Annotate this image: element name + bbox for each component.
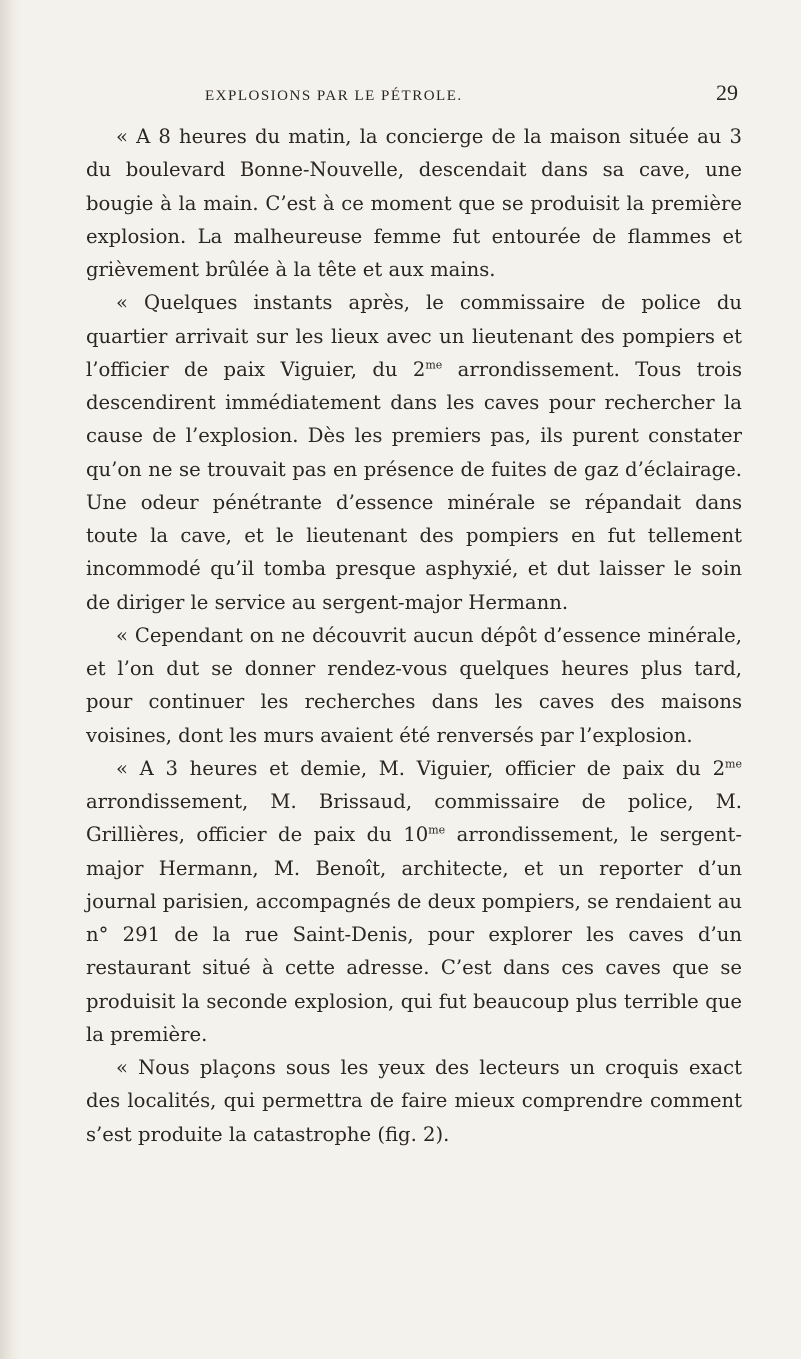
- paragraph-2-part-1: « Quelques instants après, le commissaire de police du quartier arrivait sur les lieux avec un lieutenant des pompiers et l’officier de paix Viguier, du 2: [86, 291, 742, 381]
- paragraph-2-part-2: arrondissement. Tous trois descendirent immédiatement dans les caves pour rechercher la cause de l’explosion. Dès les premiers pas, ils purent constater qu’on ne se trouvait pas en présence de fuites de gaz d’éclairage. Une odeur pénétrante d’essence minérale se répandait dans toute la cave, et le lieutenant des pompiers en fut tellement incommodé qu’il tomba presque asphyxié, et dut laisser le soin de diriger le service au sergent-major Hermann.: [86, 357, 742, 614]
- ordinal-suffix: me: [425, 358, 443, 372]
- paragraph-2: [86, 286, 742, 619]
- body-text: [86, 120, 742, 1151]
- paragraph-4-part-2: arrondissement, M. Brissaud, commissaire de police, M. Grillières, officier de paix du 10: [86, 790, 742, 847]
- page-binding-shadow: [0, 0, 22, 1359]
- page-number: 29: [716, 80, 738, 105]
- running-header: EXPLOSIONS PAR LE PÉTROLE.: [205, 88, 463, 104]
- paragraph-4: [86, 752, 742, 1051]
- ordinal-suffix: me: [725, 757, 742, 771]
- paragraph-4-part-1: « A 3 heures et demie, M. Viguier, officier de paix du 2: [116, 756, 726, 780]
- ordinal-suffix: me: [428, 823, 446, 837]
- paragraph-1: « A 8 heures du matin, la concierge de la maison située au 3 du boulevard Bonne-Nouvelle, descendait dans sa cave, une bougie à la main. C’est à ce moment que se produisit la première explosion. La malheureuse femme fut entourée de flammes et grièvement brûlée à la tête et aux mains.: [86, 125, 742, 281]
- paragraph-3: « Cependant on ne découvrit aucun dépôt d’essence minérale, et l’on dut se donner rendez-vous quelques heures plus tard, pour continuer les recherches dans les caves des maisons voisines, dont les murs avaient été renversés par l’explosion.: [86, 623, 742, 747]
- paragraph-5: « Nous plaçons sous les yeux des lecteurs un croquis exact des localités, qui permettra de faire mieux comprendre comment s’est produite la catastrophe (fig. 2).: [86, 1056, 742, 1146]
- paragraph-4-part-3: arrondissement, le sergent-major Hermann, M. Benoît, architecte, et un reporter d’un journal parisien, accompagnés de deux pompiers, se rendaient au n° 291 de la rue Saint-Denis, pour explorer les caves d’un restaurant situé à cette adresse. C’est dans ces caves que se produisit la seconde explosion, qui fut beaucoup plus terrible que la première.: [86, 823, 742, 1046]
